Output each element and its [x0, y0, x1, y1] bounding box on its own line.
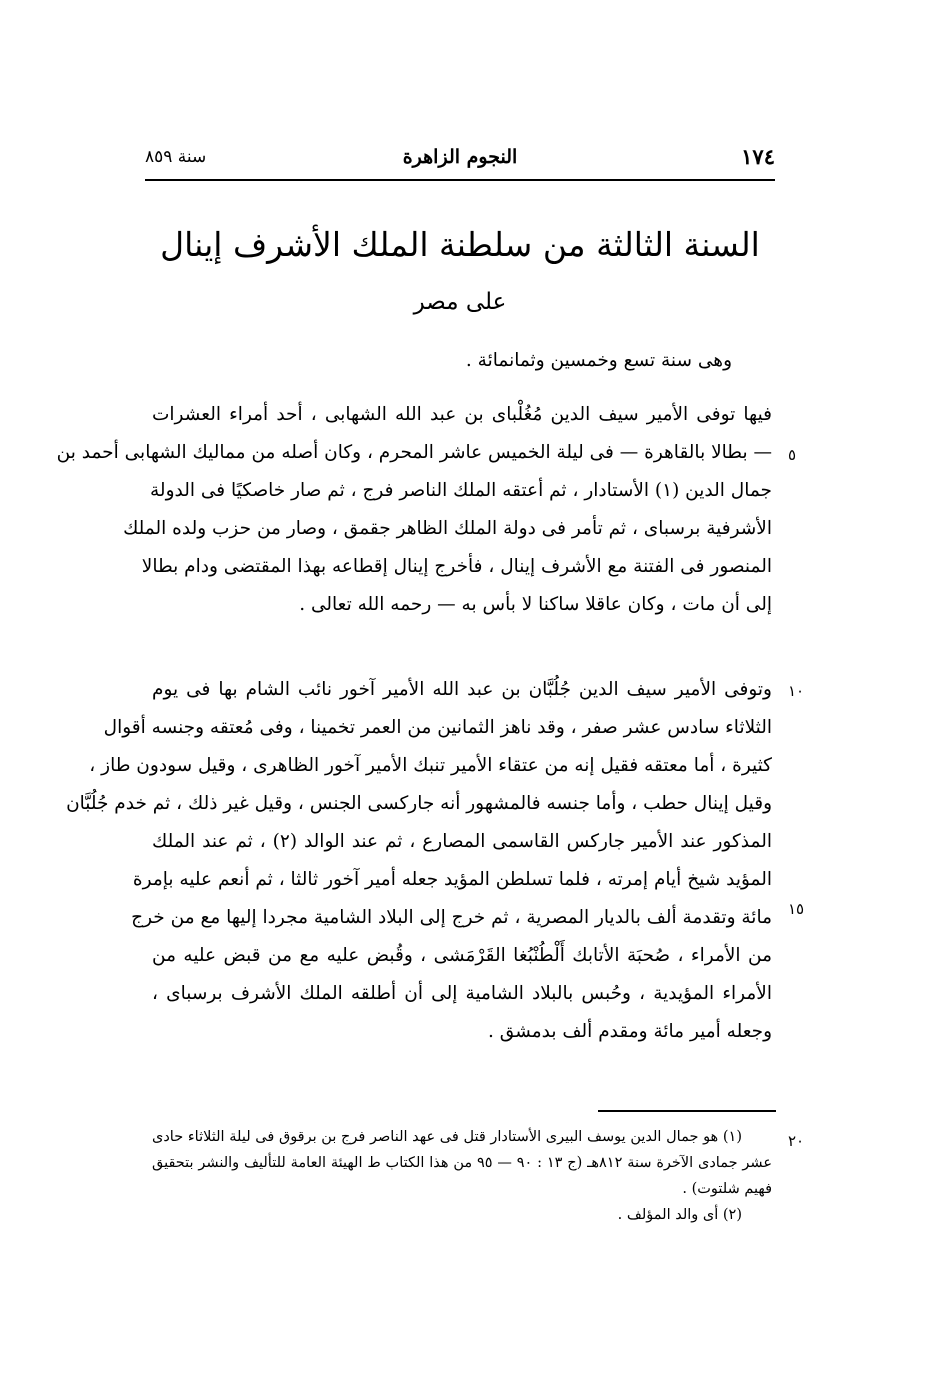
paragraph-1	[56, 396, 772, 624]
text-line: الثلاثاء سادس عشر صفر ، وقد ناهز الثمانين من العمر تخمينا ، وفى مُعتقه وجنسه أقوال	[103, 717, 772, 738]
margin-line-number: ٢٠	[788, 1132, 805, 1150]
text-line: — بطالا بالقاهرة — فى ليلة الخميس عاشر المحرم ، وكان أصله من مماليك الشهابى أحمد بن	[56, 442, 772, 463]
running-header	[145, 138, 775, 178]
text-line: وقيل إينال حطب ، وأما جنسه فالمشهور أنه جاركسى الجنس ، وقيل غير ذلك ، ثم خدم جُلُبَّان	[66, 793, 772, 814]
text-line: وهى سنة تسع وخمسين وثمانمائة .	[465, 350, 732, 371]
footnote-rule	[598, 1110, 776, 1112]
text-line: فيها توفى الأمير سيف الدين مُغُلْباى بن عبد الله الشهابى ، أحد أمراء العشرات	[152, 404, 772, 425]
text-line: من الأمراء ، صُحبَة الأتابك أَلْطُنْبُغا القَرْمَشى ، وقُبض عليه مع من قبض عليه من	[152, 945, 772, 966]
margin-line-number: ٥	[788, 446, 797, 464]
footnote-line: فهيم شلتوت) .	[682, 1181, 772, 1197]
text-line: مائة وتقدمة ألف بالديار المصرية ، ثم خرج إلى البلاد الشامية مجردا إليها مع من خرج	[131, 907, 772, 928]
section-title: السنة الثالثة من سلطنة الملك الأشرف إينال	[160, 225, 760, 264]
text-line: الأشرفية برسباى ، ثم تأمر فى دولة الملك الظاهر جقمق ، وصار من حزب ولده الملك	[123, 518, 772, 539]
text-line: المذكور عند الأمير جاركس القاسمى المصارع ، ثم عند الوالد (٢) ، ثم عند الملك	[152, 831, 772, 852]
footnote-line: عشر جمادى الآخرة سنة ٨١٢هـ (ج ١٣ : ٩٠ — ٩٥ من هذا الكتاب ط الهيئة العامة للتأليف والنشر بتحقيق	[152, 1155, 772, 1171]
text-line: المؤيد شيخ أيام إمرته ، فلما تسلطن المؤيد جعله أمير آخور ثالثا ، ثم أنعم عليه بإمرة	[132, 869, 772, 890]
footnote-line: (١) هو جمال الدين يوسف البيرى الأستادار قتل فى عهد الناصر فرج بن برقوق فى ليلة الثلاثاء حادى	[152, 1129, 742, 1145]
header-rule	[145, 179, 775, 181]
book-title: النجوم الزاهرة	[402, 146, 518, 168]
footnote-line: (٢) أى والد المؤلف .	[617, 1207, 742, 1223]
text-line: الأمراء المؤيدية ، وحُبس بالبلاد الشامية إلى أن أطلقه الملك الأشرف برسباى ،	[152, 983, 772, 1004]
text-line: المنصور فى الفتنة مع الأشرف إينال ، فأخرج إينال إقطاعه بهذا المقتضى ودام بطالا	[141, 556, 772, 577]
intro-line	[300, 342, 732, 380]
header-year: سنة ٨٥٩	[145, 147, 207, 167]
section-subtitle: على مصر	[413, 289, 507, 315]
paragraph-2	[66, 671, 772, 1051]
text-line: إلى أن مات ، وكان عاقلا ساكنا لا بأس به — رحمه الله تعالى .	[299, 594, 772, 615]
margin-line-number: ١٥	[788, 900, 805, 918]
text-line: وتوفى الأمير سيف الدين جُلُبَّان بن عبد الله الأمير آخور نائب الشام بها فى يوم	[152, 679, 772, 700]
text-line: وجعله أمير مائة ومقدم ألف بدمشق .	[488, 1021, 772, 1042]
footnotes	[152, 1124, 772, 1228]
page-number: ١٧٤	[741, 144, 775, 169]
text-line: جمال الدين (١) الأستادار ، ثم أعتقه الملك الناصر فرج ، ثم صار خاصكيًا فى الدولة	[150, 480, 772, 501]
text-line: كثيرة ، أما معتقه فقيل إنه من عتقاء الأمير تنبك الأمير آخور الظاهرى ، وقيل سودون طاز ،	[89, 755, 772, 776]
margin-line-number: ١٠	[788, 682, 805, 700]
